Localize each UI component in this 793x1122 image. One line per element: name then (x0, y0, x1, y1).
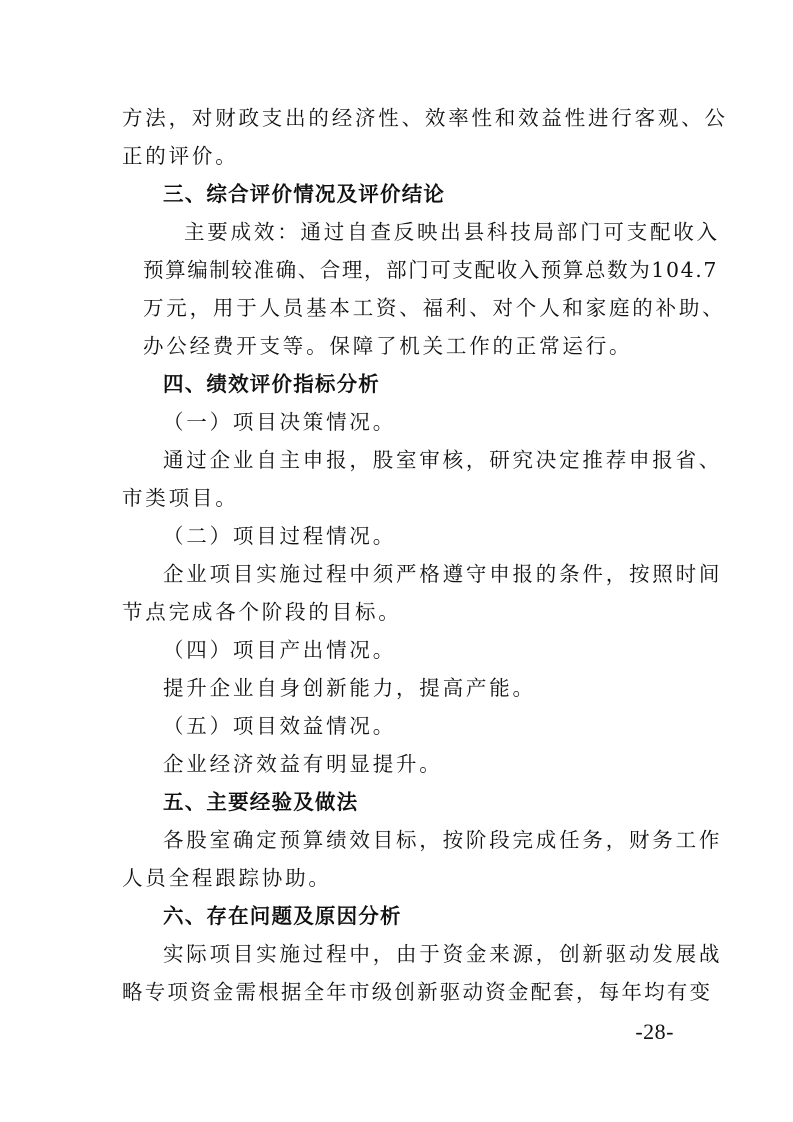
body-text-line: 方法，对财政支出的经济性、效率性和效益性进行客观、公 (122, 106, 728, 130)
section-heading: 五、主要经验及做法 (163, 790, 359, 814)
subsection-heading: （一）项目决策情况。 (163, 410, 396, 434)
body-text-line: 节点完成各个阶段的目标。 (122, 600, 402, 624)
body-text-line: 人员全程跟踪协助。 (122, 866, 332, 890)
body-text-line: 办公经费开支等。保障了机关工作的正常运行。 (143, 334, 633, 358)
section-heading: 三、综合评价情况及评价结论 (163, 182, 446, 206)
body-text-line: 实际项目实施过程中，由于资金来源，创新驱动发展战 (163, 942, 723, 966)
section-heading: 六、存在问题及原因分析 (163, 904, 402, 928)
body-text-line: 提升企业自身创新能力，提高产能。 (163, 676, 536, 700)
body-text-line: 略专项资金需根据全年市级创新驱动资金配套，每年均有变 (122, 980, 713, 1004)
body-text-line: 正的评价。 (122, 144, 239, 168)
body-text-line: 企业项目实施过程中须严格遵守申报的条件，按照时间 (163, 562, 723, 586)
body-text-line: 通过企业自主申报，股室审核，研究决定推荐申报省、 (163, 448, 723, 472)
subsection-heading: （四）项目产出情况。 (163, 638, 396, 662)
section-heading: 四、绩效评价指标分析 (163, 372, 380, 396)
body-text-line: 企业经济效益有明显提升。 (163, 752, 443, 776)
body-text-line: 预算编制较准确、合理，部门可支配收入预算总数为104.7 (143, 258, 718, 282)
body-text-line: 万元，用于人员基本工资、福利、对个人和家庭的补助、 (143, 296, 726, 320)
body-text-line: 各股室确定预算绩效目标，按阶段完成任务，财务工作 (163, 828, 723, 852)
body-text-line: 主要成效：通过自查反映出县科技局部门可支配收入 (184, 220, 720, 244)
subsection-heading: （二）项目过程情况。 (163, 524, 396, 548)
subsection-heading: （五）项目效益情况。 (163, 714, 396, 738)
page-number: -28- (635, 1019, 674, 1044)
body-text-line: 市类项目。 (122, 486, 239, 510)
